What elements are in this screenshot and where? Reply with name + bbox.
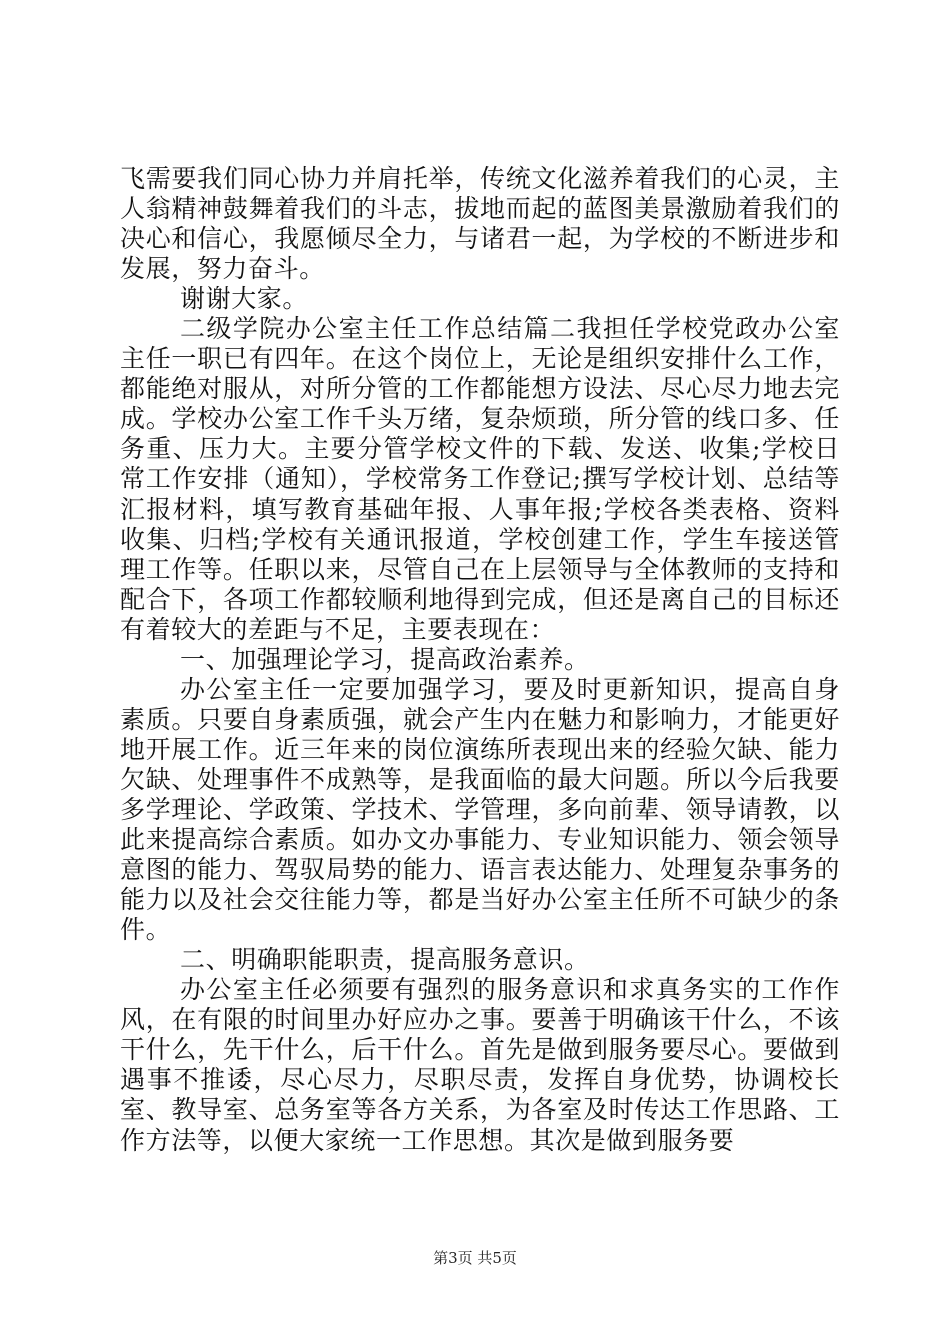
section-heading-one: 一、加强理论学习，提高政治素养。 xyxy=(180,644,590,674)
paragraph-thanks: 谢谢大家。 xyxy=(180,284,309,314)
paragraph-summary-intro: 二级学院办公室主任工作总结篇二我担任学校党政办公室主任一职已有四年。在这个岗位上，无论是组织安排什么工作，都能绝对服从，对所分管的工作都能想方设法、尽心尽力地去完成。学校办公室工作千头万绪，复杂烦琐，所分管的线口多、任务重、压力大。主要分管学校文件的下载、发送、收集;学校日常工作安排（通知），学校常务工作登记;撰写学校计划、总结等汇报材料，填写教育基础年报、人事年报;学校各类表格、资料收集、归档;学校有关通讯报道，学校创建工作，学生车接送管理工作等。任职以来，尽管自己在上层领导与全体教师的支持和配合下，各项工作都较顺利地得到完成，但还是离自己的目标还有着较大的差距与不足，主要表现在： xyxy=(120,314,840,644)
document-body xyxy=(120,164,840,1156)
section-heading-two: 二、明确职能职责，提高服务意识。 xyxy=(180,945,590,975)
paragraph-section-two: 办公室主任必须要有强烈的服务意识和求真务实的工作作风，在有限的时间里办好应办之事。要善于明确该干什么，不该干什么，先干什么，后干什么。首先是做到服务要尽心。要做到遇事不推诿，尽心尽力，尽职尽责，发挥自身优势，协调校长室、教导室、总务室等各方关系，为各室及时传达工作思路、工作方法等，以便大家统一工作思想。其次是做到服务要 xyxy=(120,975,840,1155)
paragraph-section-one: 办公室主任一定要加强学习，要及时更新知识，提高自身素质。只要自身素质强，就会产生内在魅力和影响力，才能更好地开展工作。近三年来的岗位演练所表现出来的经验欠缺、能力欠缺、处理事件不成熟等，是我面临的最大问题。所以今后我要多学理论、学政策、学技术、学管理，多向前辈、领导请教，以此来提高综合素质。如办文办事能力、专业知识能力、领会领导意图的能力、驾驭局势的能力、语言表达能力、处理复杂事务的能力以及社会交往能力等，都是当好办公室主任所不可缺少的条件。 xyxy=(120,674,840,945)
page-number-footer: 第3页 共5页 xyxy=(433,1249,517,1267)
paragraph-continuation: 飞需要我们同心协力并肩托举，传统文化滋养着我们的心灵，主人翁精神鼓舞着我们的斗志，拔地而起的蓝图美景激励着我们的决心和信心，我愿倾尽全力，与诸君一起，为学校的不断进步和发展，努力奋斗。 xyxy=(120,164,840,284)
